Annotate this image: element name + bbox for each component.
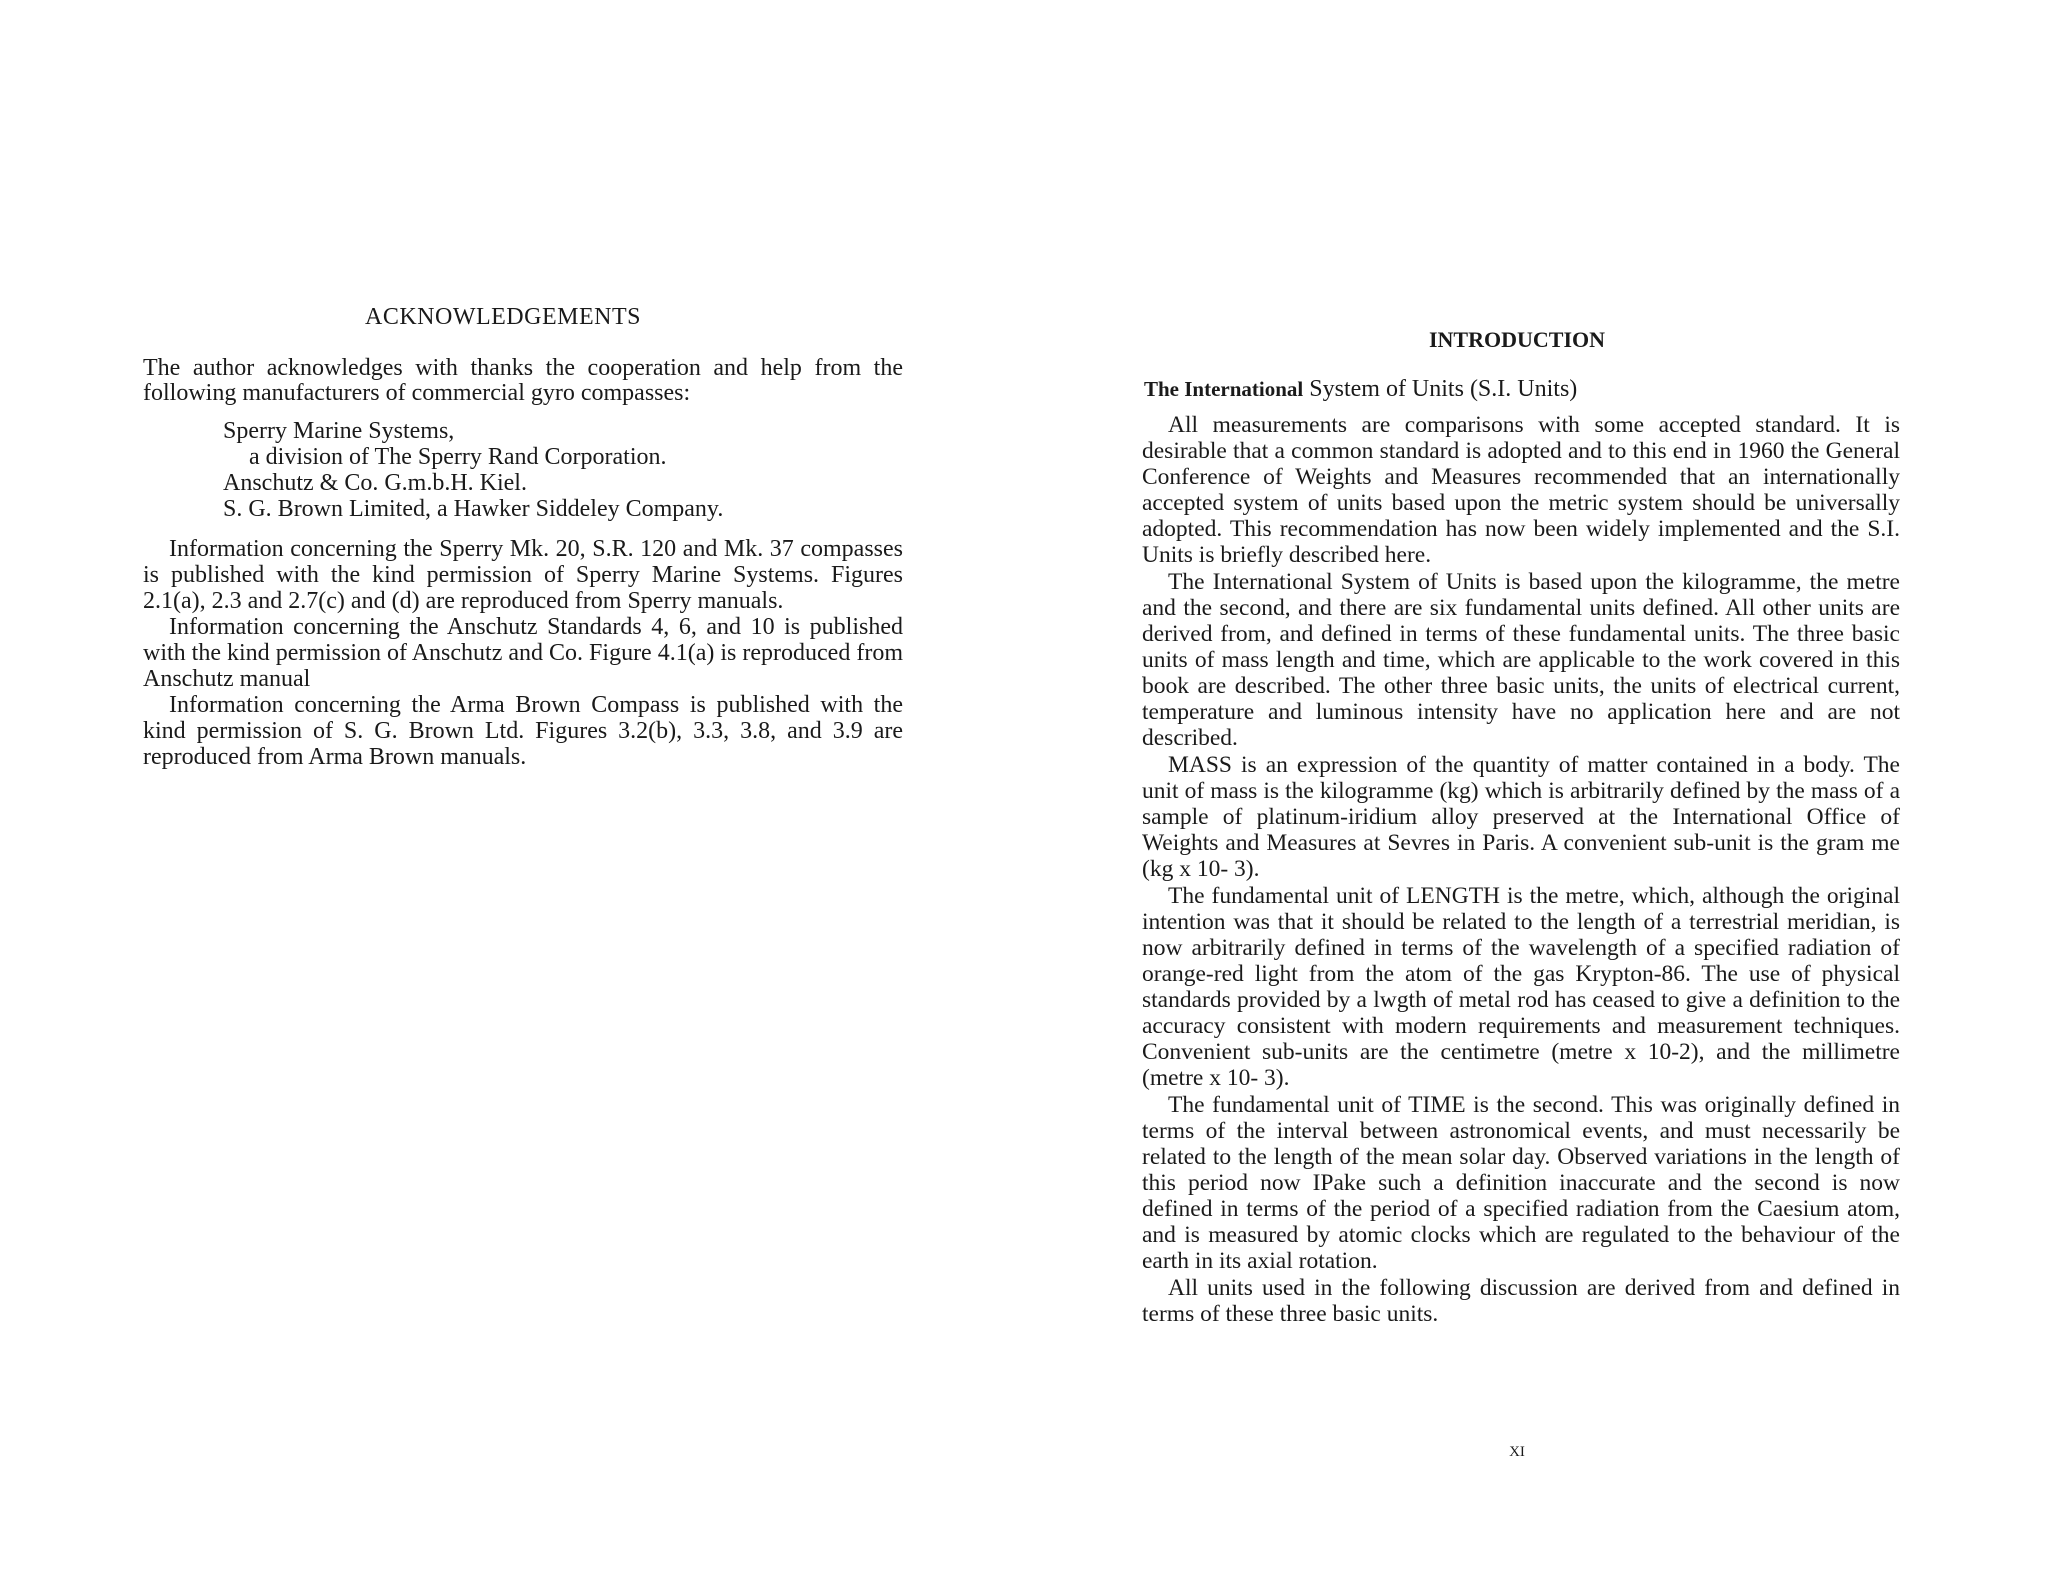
paragraph-sperry: Information concerning the Sperry Mk. 20, S.R. 120 and Mk. 37 compasses is published with the kind permission of Sperry Marine Systems. Figures 2.1(a), 2.3 and 2.7(c) and (d) are reproduced from Sperry manuals.: [143, 536, 903, 614]
section-heading-rest: System of Units (S.I. Units): [1309, 376, 1578, 402]
page-number: XI: [1509, 1444, 1525, 1460]
paragraph-length: The fundamental unit of LENGTH is the metre, which, although the original intention was that it should be related to the length of a terrestrial meridian, is now arbitrarily defined in terms of the wavelength of a specified radiation of orange-red light from the atom of the gas Krypton-86. The use of physical standards provided by a lwgth of metal rod has ceased to give a definition to the accuracy consistent with modern requirements and measurement techniques. Convenient sub-units are the centimetre (metre x 10-2), and the millimetre (metre x 10- 3).: [1142, 883, 1900, 1091]
section-heading: [1144, 376, 1577, 403]
paragraph-arma-brown: Information concerning the Arma Brown Compass is published with the kind permission of S. G. Brown Ltd. Figures 3.2(b), 3.3, 3.8, and 3.9 are reproduced from Arma Brown manuals.: [143, 692, 903, 770]
manufacturer-item: Anschutz & Co. G.m.b.H. Kiel.: [223, 470, 527, 496]
introduction-body: [1142, 412, 1900, 1328]
paragraph-measurements: All measurements are comparisons with some accepted standard. It is desirable that a common standard is adopted and to this end in 1960 the General Conference of Weights and Measures recommended that an internationally accepted system of units based upon the metric system should be universally adopted. This recommendation has now been widely implemented and the S.I. Units is briefly described here.: [1142, 412, 1900, 568]
paragraph-anschutz: Information concerning the Anschutz Standards 4, 6, and 10 is published with the kind permission of Anschutz and Co. Figure 4.1(a) is reproduced from Anschutz manual: [143, 614, 903, 692]
manufacturer-item: S. G. Brown Limited, a Hawker Siddeley Company.: [223, 496, 724, 522]
acknowledgements-body: [143, 536, 903, 770]
introduction-title: INTRODUCTION: [1428, 327, 1606, 352]
paragraph-si-system: The International System of Units is based upon the kilogramme, the metre and the second, and there are six fundamental units defined. All other units are derived from, and defined in terms of these fundamental units. The three basic units of mass length and time, which are applicable to the work covered in this book are described. The other three basic units, the units of electrical current, temperature and luminous intensity have no application here and are not described.: [1142, 569, 1900, 751]
manufacturer-item: Sperry Marine Systems,: [223, 418, 455, 444]
paragraph-derived-units: All units used in the following discussion are derived from and defined in terms of these three basic units.: [1142, 1275, 1900, 1327]
acknowledgements-intro: The author acknowledges with thanks the cooperation and help from the following manufacturers of commercial gyro compasses:: [143, 355, 903, 406]
paragraph-time: The fundamental unit of TIME is the second. This was originally defined in terms of the interval between astronomical events, and must necessarily be related to the length of the mean solar day. Observed variations in the length of this period now IPake such a definition inaccurate and the second is now defined in terms of the period of a specified radiation from the Caesium atom, and is measured by atomic clocks which are regulated to the behaviour of the earth in its axial rotation.: [1142, 1092, 1900, 1274]
manufacturer-item: a division of The Sperry Rand Corporation.: [249, 444, 667, 470]
section-heading-lead: The International: [1144, 377, 1304, 401]
paragraph-mass: MASS is an expression of the quantity of matter contained in a body. The unit of mass is the kilogramme (kg) which is arbitrarily defined by the mass of a sample of platinum-iridium alloy preserved at the International Office of Weights and Measures at Sevres in Paris. A convenient sub-unit is the gram me (kg x 10- 3).: [1142, 752, 1900, 882]
manufacturer-list: [223, 418, 723, 522]
acknowledgements-title: ACKNOWLEDGEMENTS: [365, 304, 641, 330]
